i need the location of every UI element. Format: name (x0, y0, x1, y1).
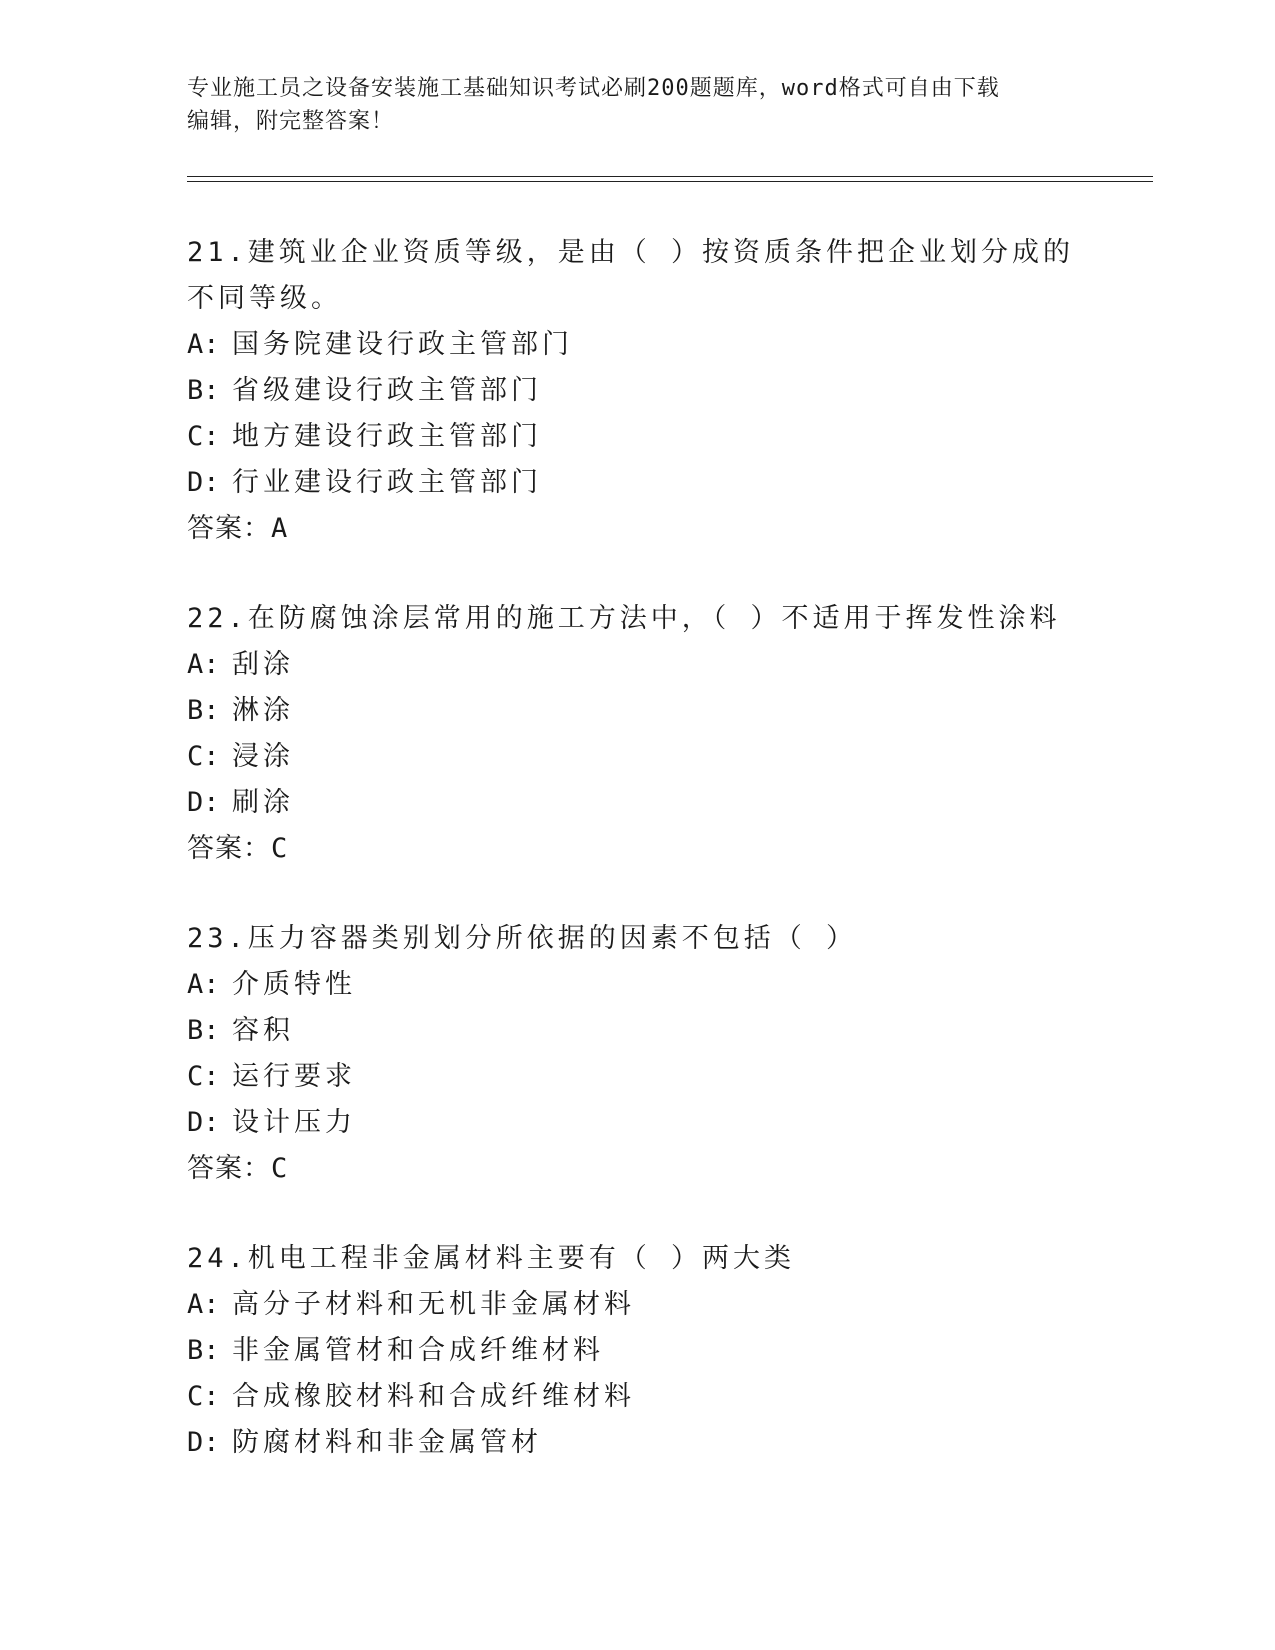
question-stem: 23.压力容器类别划分所依据的因素不包括（ ） (187, 923, 858, 954)
option-c (187, 734, 1087, 780)
option-b (187, 1008, 1087, 1054)
option-key: B: (187, 1335, 220, 1366)
option-b (187, 368, 1087, 414)
option-a (187, 642, 1087, 688)
question-stem: 22.在防腐蚀涂层常用的施工方法中，（ ）不适用于挥发性涂料 (187, 603, 1061, 634)
question-stem: 21.建筑业企业资质等级，是由（ ）按资质条件把企业划分成的不同等级。 (187, 237, 1075, 314)
option-d (187, 460, 1087, 506)
header-divider-top (187, 176, 1153, 177)
answer-line (187, 506, 1087, 552)
option-text: 刮涂 (232, 649, 294, 680)
header-line-2: 编辑，附完整答案！ (187, 109, 395, 134)
option-text: 刷涂 (232, 787, 294, 818)
option-text: 高分子材料和无机非金属材料 (232, 1289, 635, 1320)
option-a (187, 322, 1087, 368)
answer-value: C (271, 833, 289, 864)
option-key: C: (187, 741, 220, 772)
option-text: 合成橡胶材料和合成纤维材料 (232, 1381, 635, 1412)
question-list (187, 230, 1087, 1510)
answer-label: 答案： (187, 1153, 271, 1184)
answer-label: 答案： (187, 833, 271, 864)
option-b (187, 1328, 1087, 1374)
option-text: 淋涂 (232, 695, 294, 726)
option-key: C: (187, 1381, 220, 1412)
option-text: 行业建设行政主管部门 (232, 467, 542, 498)
option-c (187, 414, 1087, 460)
option-key: D: (187, 467, 220, 498)
answer-line (187, 1146, 1087, 1192)
option-key: D: (187, 787, 220, 818)
option-key: C: (187, 1061, 220, 1092)
answer-value: A (271, 513, 289, 544)
option-key: B: (187, 695, 220, 726)
option-key: B: (187, 375, 220, 406)
option-key: A: (187, 1289, 220, 1320)
answer-value: C (271, 1153, 289, 1184)
question-22 (187, 596, 1087, 872)
option-key: C: (187, 421, 220, 452)
option-key: B: (187, 1015, 220, 1046)
option-text: 介质特性 (232, 969, 356, 1000)
option-a (187, 1282, 1087, 1328)
option-text: 容积 (232, 1015, 294, 1046)
option-key: A: (187, 649, 220, 680)
option-b (187, 688, 1087, 734)
option-key: D: (187, 1427, 220, 1458)
option-d (187, 1100, 1087, 1146)
option-c (187, 1374, 1087, 1420)
header-divider-bottom (187, 181, 1153, 182)
option-text: 防腐材料和非金属管材 (232, 1427, 542, 1458)
option-text: 非金属管材和合成纤维材料 (232, 1335, 604, 1366)
question-stem: 24.机电工程非金属材料主要有（ ）两大类 (187, 1243, 796, 1274)
document-header (187, 72, 1087, 138)
option-key: D: (187, 1107, 220, 1138)
option-d (187, 780, 1087, 826)
option-text: 国务院建设行政主管部门 (232, 329, 573, 360)
option-text: 省级建设行政主管部门 (232, 375, 542, 406)
question-24 (187, 1236, 1087, 1466)
option-key: A: (187, 329, 220, 360)
answer-line (187, 826, 1087, 872)
option-text: 浸涂 (232, 741, 294, 772)
option-text: 设计压力 (232, 1107, 356, 1138)
question-23 (187, 916, 1087, 1192)
option-a (187, 962, 1087, 1008)
option-text: 地方建设行政主管部门 (232, 421, 542, 452)
option-key: A: (187, 969, 220, 1000)
option-text: 运行要求 (232, 1061, 356, 1092)
option-d (187, 1420, 1087, 1466)
answer-label: 答案： (187, 513, 271, 544)
header-line-1: 专业施工员之设备安装施工基础知识考试必刷200题题库，word格式可自由下载 (187, 76, 1000, 101)
option-c (187, 1054, 1087, 1100)
question-21 (187, 230, 1087, 552)
